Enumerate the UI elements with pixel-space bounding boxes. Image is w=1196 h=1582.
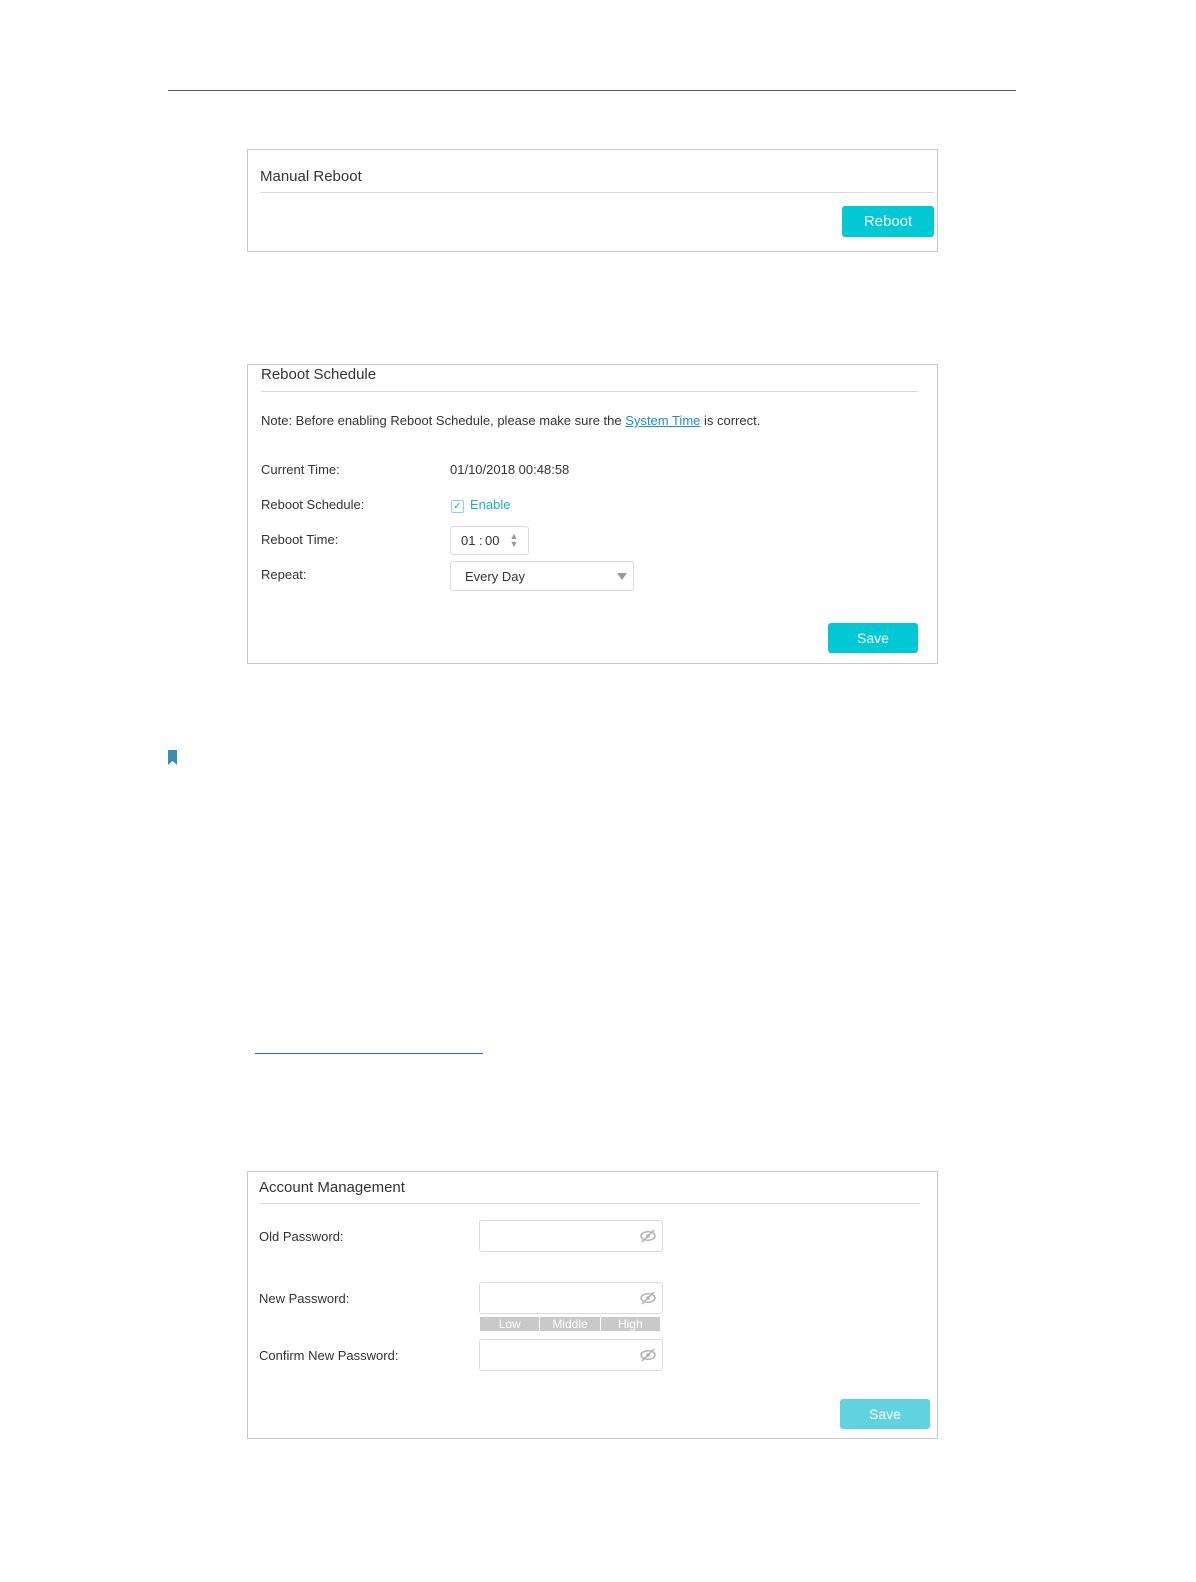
reboot-time-input[interactable] — [450, 526, 529, 555]
page-header-rule — [168, 90, 1016, 91]
note-suffix: is correct. — [700, 413, 761, 428]
current-time-value: 01/10/2018 00:48:58 — [450, 462, 570, 477]
strength-high: High — [600, 1317, 660, 1331]
panel-title: Manual Reboot — [260, 168, 362, 185]
bookmark-icon — [168, 750, 177, 765]
manual-reboot-panel — [247, 149, 938, 252]
enable-checkbox[interactable] — [451, 500, 464, 513]
account-management-panel — [247, 1171, 938, 1439]
panel-title: Reboot Schedule — [261, 366, 377, 383]
strength-middle: Middle — [539, 1317, 599, 1331]
reboot-time-label: Reboot Time: — [261, 532, 339, 547]
old-password-label: Old Password: — [259, 1229, 344, 1244]
note-prefix: Note: Before enabling Reboot Schedule, please make sure the — [261, 413, 626, 428]
confirm-password-input[interactable] — [479, 1339, 663, 1371]
eye-slash-icon[interactable] — [639, 1291, 657, 1305]
account-save-button[interactable]: Save — [840, 1399, 930, 1429]
enable-label[interactable]: Enable — [470, 497, 511, 512]
new-password-input[interactable] — [479, 1282, 663, 1314]
repeat-selected-value: Every Day — [465, 569, 525, 584]
current-time-label: Current Time: — [261, 462, 340, 477]
repeat-select[interactable] — [450, 561, 634, 591]
new-password-label: New Password: — [259, 1291, 350, 1306]
reboot-time-minute[interactable]: 00 — [485, 533, 500, 548]
chevron-down-icon — [617, 573, 627, 580]
system-time-link[interactable]: System Time — [625, 413, 701, 428]
panel-title: Account Management — [259, 1179, 405, 1196]
panel-divider — [261, 391, 918, 392]
reboot-time-separator: : — [479, 533, 483, 548]
eye-slash-icon[interactable] — [639, 1229, 657, 1243]
old-password-input[interactable] — [479, 1220, 663, 1252]
schedule-note — [261, 413, 760, 428]
password-strength-meter — [480, 1317, 660, 1331]
repeat-label: Repeat: — [261, 567, 307, 582]
schedule-save-button[interactable]: Save — [828, 623, 918, 653]
reboot-schedule-panel — [247, 364, 938, 664]
reboot-schedule-label: Reboot Schedule: — [261, 497, 365, 512]
reboot-time-hour[interactable]: 01 — [461, 533, 476, 548]
section-underline — [255, 1053, 483, 1054]
up-down-arrows-icon[interactable]: ▲ ▼ — [509, 531, 519, 549]
checkmark-icon: ✓ — [453, 500, 462, 512]
eye-slash-icon[interactable] — [639, 1348, 657, 1362]
panel-divider — [260, 192, 934, 193]
panel-divider — [259, 1203, 920, 1204]
confirm-password-label: Confirm New Password: — [259, 1348, 399, 1363]
reboot-button[interactable]: Reboot — [842, 206, 934, 237]
strength-low: Low — [498, 1317, 521, 1331]
